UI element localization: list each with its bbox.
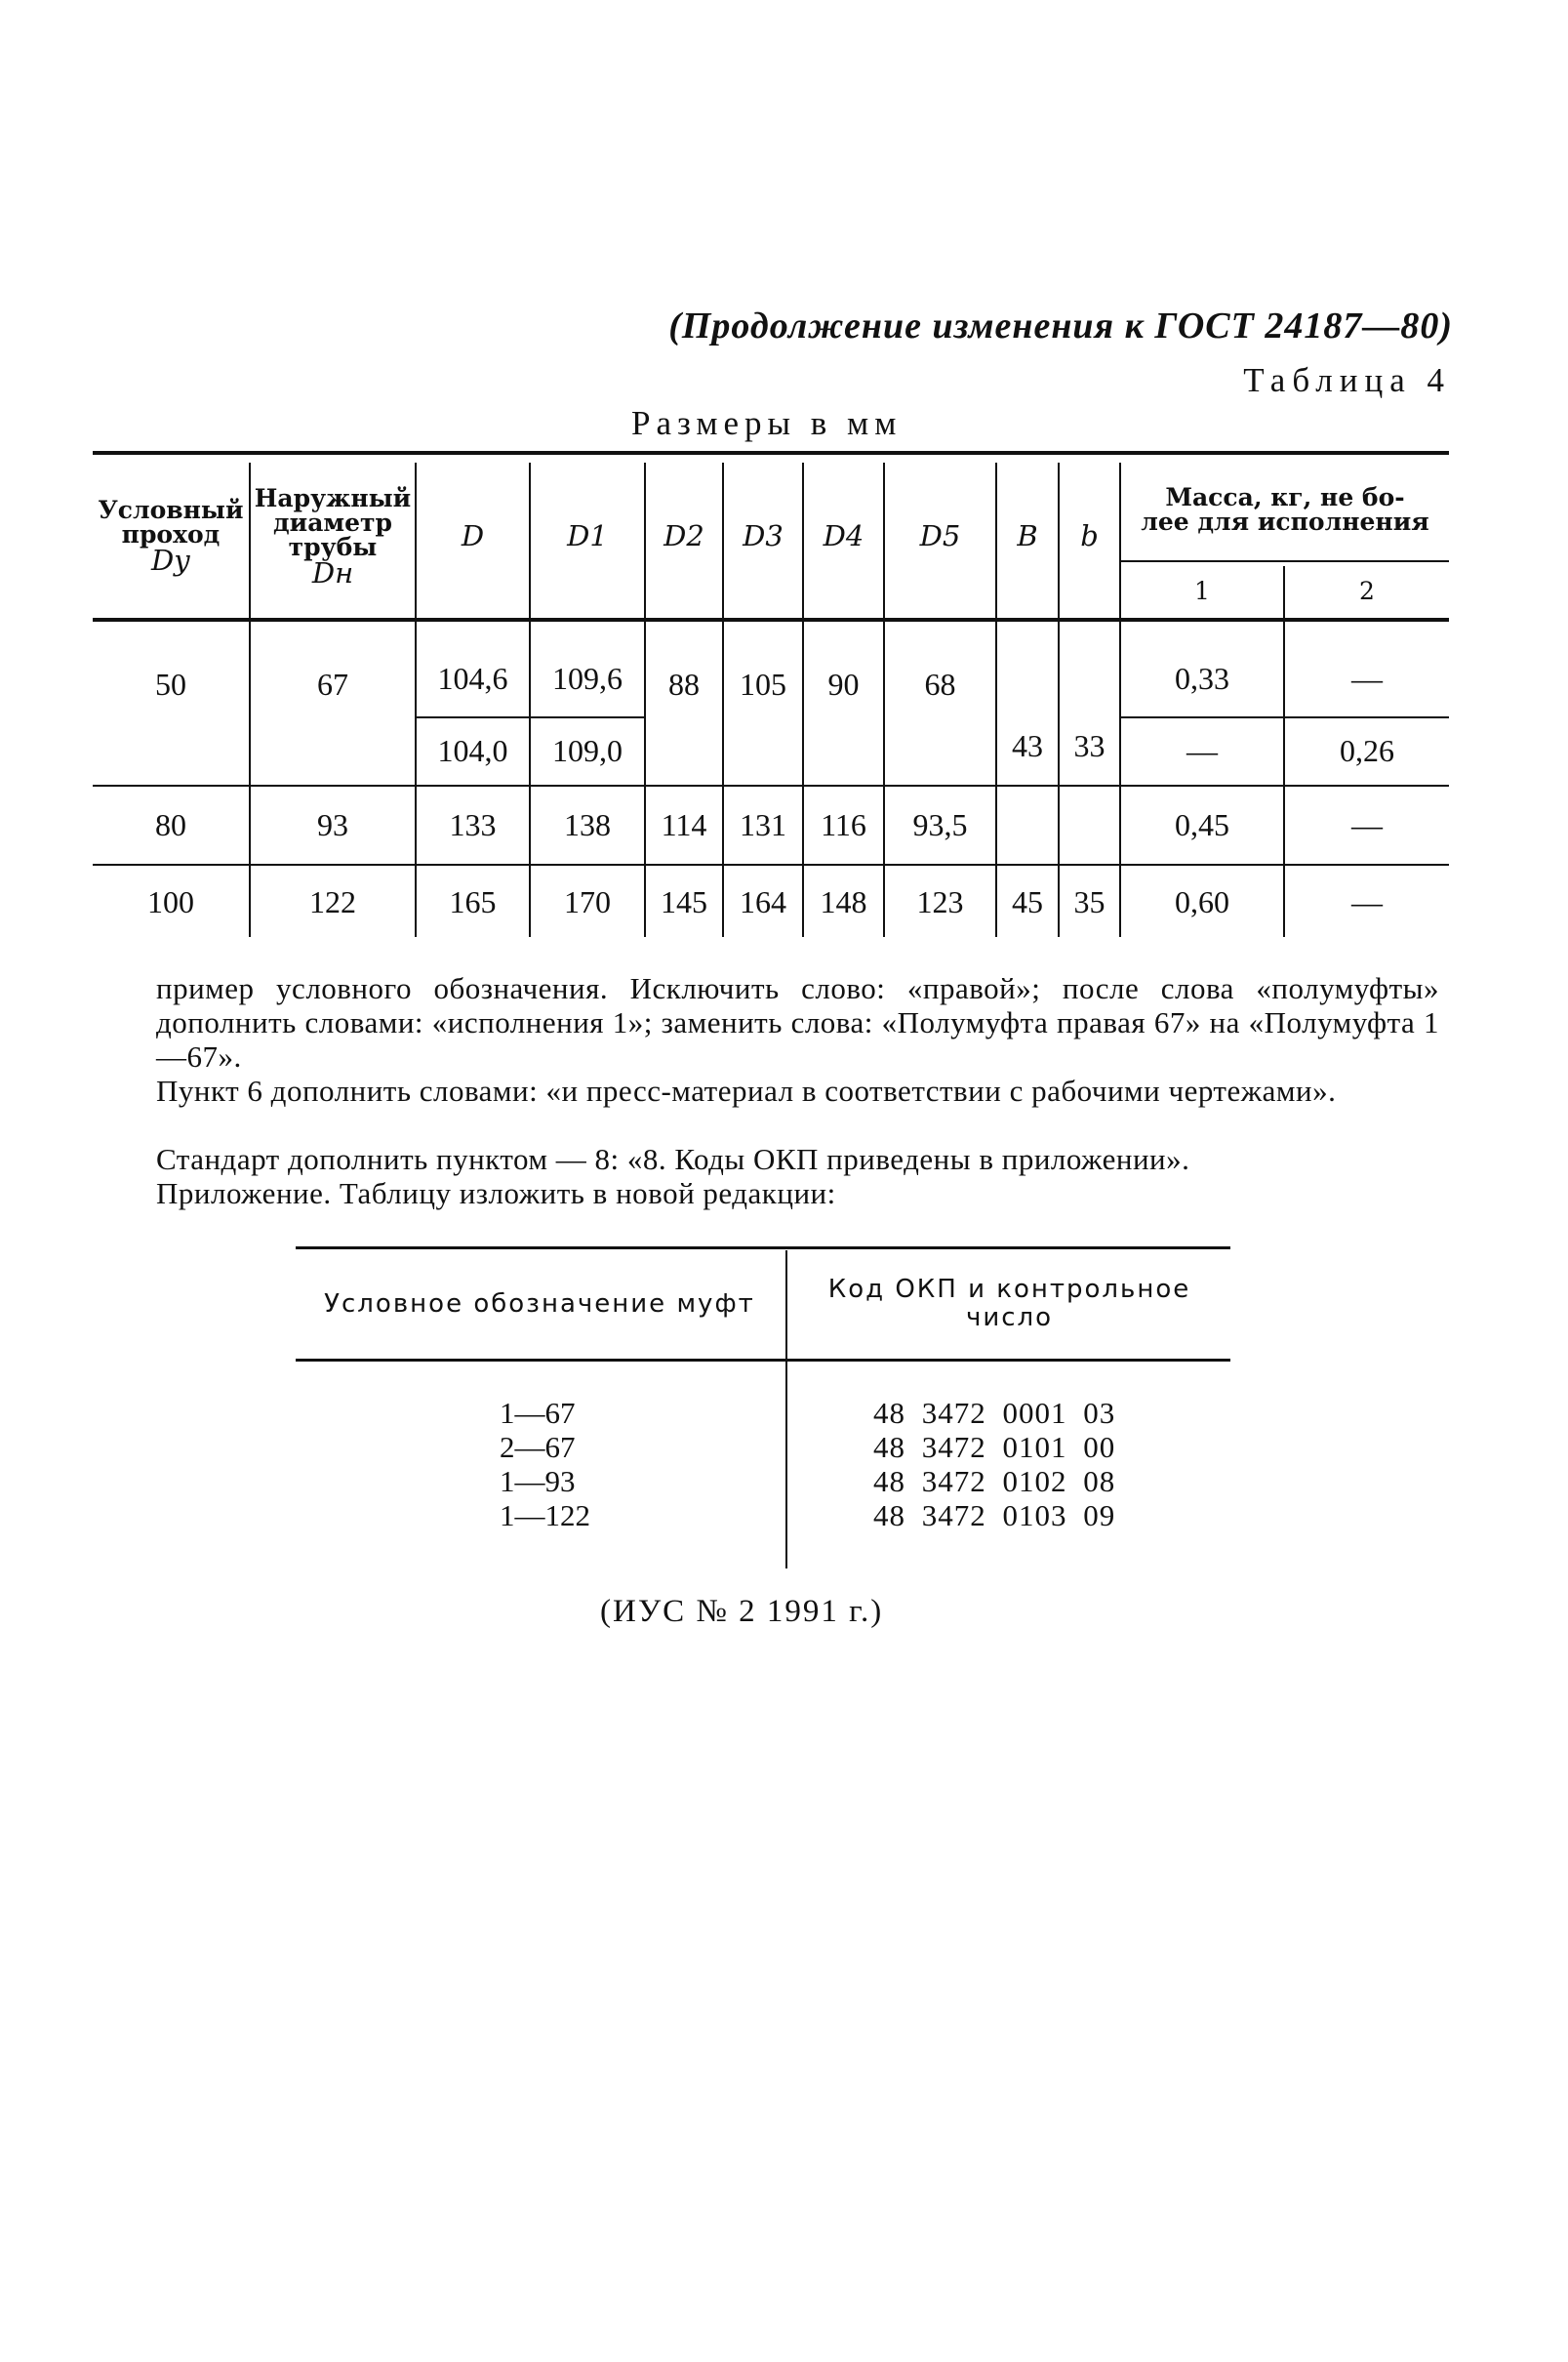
ius-reference: (ИУС № 2 1991 г.)	[600, 1594, 884, 1629]
cell-mass2: —	[1351, 806, 1383, 842]
okp-designation: 1—93	[500, 1464, 576, 1498]
cell-D3: 164	[740, 883, 786, 919]
header-bottom-rule	[93, 618, 1449, 622]
header-D1: D1	[567, 519, 608, 552]
okp-code: 48 3472 0001 03	[873, 1396, 1116, 1430]
header-mass-v1: 1	[1194, 577, 1210, 605]
cell-D2: 88	[668, 667, 700, 703]
cell-D3: 105	[740, 667, 786, 703]
header-D5: D5	[919, 519, 961, 552]
cell-B-merged: 43	[1012, 728, 1043, 764]
cell-D1: 170	[564, 883, 611, 919]
cell-D3: 131	[740, 806, 786, 842]
cell-mass2: —	[1351, 661, 1383, 697]
cell-D2: 114	[661, 806, 707, 842]
okp-header-designation: Условное обозначение муфт	[324, 1288, 755, 1319]
header-dn: Наружный диаметр трубы Dн	[254, 483, 412, 590]
cell-mass1: 0,60	[1175, 883, 1229, 919]
continuation-heading: (Продолжение изменения к ГОСТ 24187—80)	[668, 305, 1453, 346]
mass-subheader-rule	[1119, 560, 1449, 562]
cell-dy: 50	[155, 667, 186, 703]
cell-D: 104,6	[437, 661, 508, 697]
header-dy: Условный проход Dу	[98, 496, 244, 577]
header-mass: Масса, кг, не бо- лее для исполнения	[1141, 483, 1429, 536]
cell-dn: 67	[317, 667, 348, 703]
cell-D: 104,0	[437, 733, 508, 769]
okp-code: 48 3472 0102 08	[873, 1464, 1116, 1498]
cell-D5: 93,5	[912, 806, 968, 842]
cell-mass2: 0,26	[1340, 733, 1394, 769]
okp-code: 48 3472 0103 09	[873, 1498, 1116, 1532]
paragraph-item-6: Пункт 6 дополнить словами: «и пресс-материал в соответствии с рабочими чертежами».	[156, 1074, 1337, 1108]
okp-code: 48 3472 0101 00	[873, 1430, 1116, 1464]
cell-mass1: —	[1186, 733, 1218, 769]
header-D3: D3	[743, 519, 784, 552]
header-D2: D2	[663, 519, 704, 552]
cell-D4: 148	[820, 883, 867, 919]
header-mass-v2: 2	[1359, 577, 1375, 605]
okp-header-rule	[296, 1359, 1230, 1362]
okp-designation: 1—67	[500, 1396, 576, 1430]
cell-D: 133	[449, 806, 497, 842]
table-number: Таблица 4	[1243, 361, 1451, 399]
cell-D4: 116	[821, 806, 866, 842]
cell-D4: 90	[827, 667, 860, 703]
cell-D1: 109,0	[552, 733, 623, 769]
header-B: B	[1017, 519, 1038, 552]
okp-designation: 2—67	[500, 1430, 576, 1464]
paragraph-item-8: Стандарт дополнить пунктом — 8: «8. Коды ОКП приведены в приложении».	[156, 1142, 1190, 1176]
cell-D5: 68	[924, 667, 956, 703]
cell-mass1: 0,33	[1175, 661, 1229, 697]
cell-b-merged: 33	[1073, 728, 1106, 764]
paragraph-designation-example: пример условного обозначения. Исключить слово: «правой»; после слова «полумуфты» дополнить словами: «исполнения 1»; заменить слова: «Полумуфта правая 67» на «Полумуфта 1—67».	[156, 971, 1439, 1074]
cell-dn: 122	[309, 883, 356, 919]
cell-D1: 109,6	[552, 661, 623, 697]
cell-dy: 100	[147, 883, 194, 919]
cell-mass1: 0,45	[1175, 806, 1229, 842]
units-caption: Размеры в мм	[631, 404, 903, 442]
header-b: b	[1080, 519, 1099, 552]
cell-D2: 145	[661, 883, 707, 919]
cell-dy: 80	[155, 806, 186, 842]
paragraph-appendix: Приложение. Таблицу изложить в новой редакции:	[156, 1176, 836, 1210]
header-D4: D4	[823, 519, 864, 552]
okp-table-top-rule	[296, 1246, 1230, 1249]
okp-header-code: Код ОКП и контрольное число	[827, 1275, 1191, 1332]
cell-D5: 123	[916, 883, 964, 919]
cell-dn: 93	[317, 806, 348, 842]
okp-designation-list	[500, 1396, 590, 1532]
cell-D1: 138	[564, 806, 611, 842]
cell-mass2: —	[1351, 883, 1383, 919]
okp-designation: 1—122	[500, 1498, 590, 1532]
okp-code-list	[873, 1396, 1115, 1532]
header-D: D	[461, 519, 485, 552]
okp-col-divider	[785, 1250, 787, 1568]
cell-B: 45	[1012, 883, 1043, 919]
cell-b: 35	[1073, 883, 1106, 919]
cell-D: 165	[449, 883, 497, 919]
